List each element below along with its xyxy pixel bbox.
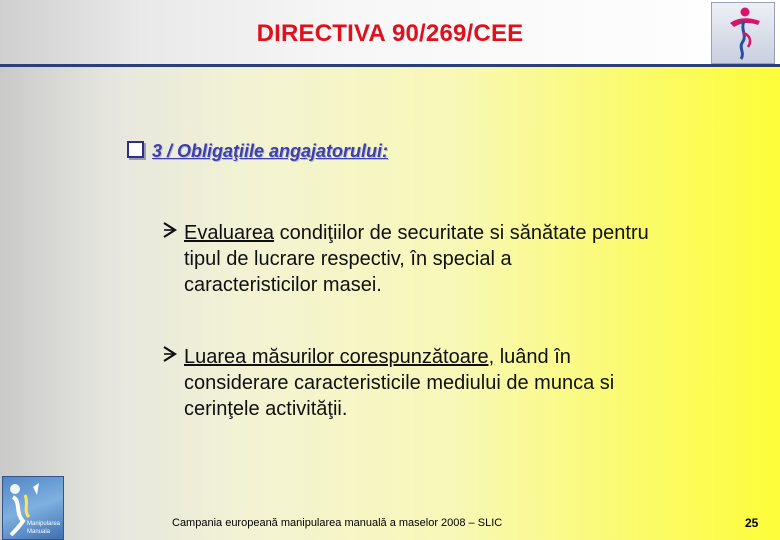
logo-caption-line-2: Manuala xyxy=(27,529,51,535)
list-item-keyword: Luarea măsurilor corespunzătoare, xyxy=(184,346,495,368)
header-divider xyxy=(0,64,780,67)
arrow-bullet-icon xyxy=(162,344,182,371)
arrow-bullet-icon xyxy=(162,220,182,247)
list-item-line-2: tipul de lucrare respectiv, în special a xyxy=(184,248,512,270)
section-heading xyxy=(127,141,388,162)
list-item-text: condiţiilor de securitate si sănătate pentru xyxy=(274,222,649,244)
logo-caption-line-1: Manipularea xyxy=(27,521,61,527)
list-item-line-1 xyxy=(162,344,752,370)
manual-handling-logo xyxy=(2,476,64,540)
list-item-keyword: Evaluarea xyxy=(184,222,275,244)
figure-logo-icon xyxy=(712,3,774,63)
list-item-line-2: considerare caracteristicile mediului de munca si xyxy=(184,372,615,394)
section-heading-text: 3 / Obligaţiile angajatorului: xyxy=(152,141,389,161)
page-number: 25 xyxy=(745,516,759,530)
list-item-line-1 xyxy=(162,220,752,246)
list-item xyxy=(162,220,752,298)
list-item-line-3: cerinţele activităţii. xyxy=(184,398,348,420)
page-title: DIRECTIVA 90/269/CEE xyxy=(256,20,524,47)
list-item-line-3: caracteristicilor masei. xyxy=(184,274,382,296)
list-item xyxy=(162,344,752,422)
checkbox-bullet-icon xyxy=(127,141,144,158)
footer-text: Campania europeană manipularea manuală a maselor 2008 – SLIC xyxy=(172,517,503,529)
list-item-text: luând în xyxy=(494,346,571,368)
campaign-logo xyxy=(711,2,775,64)
